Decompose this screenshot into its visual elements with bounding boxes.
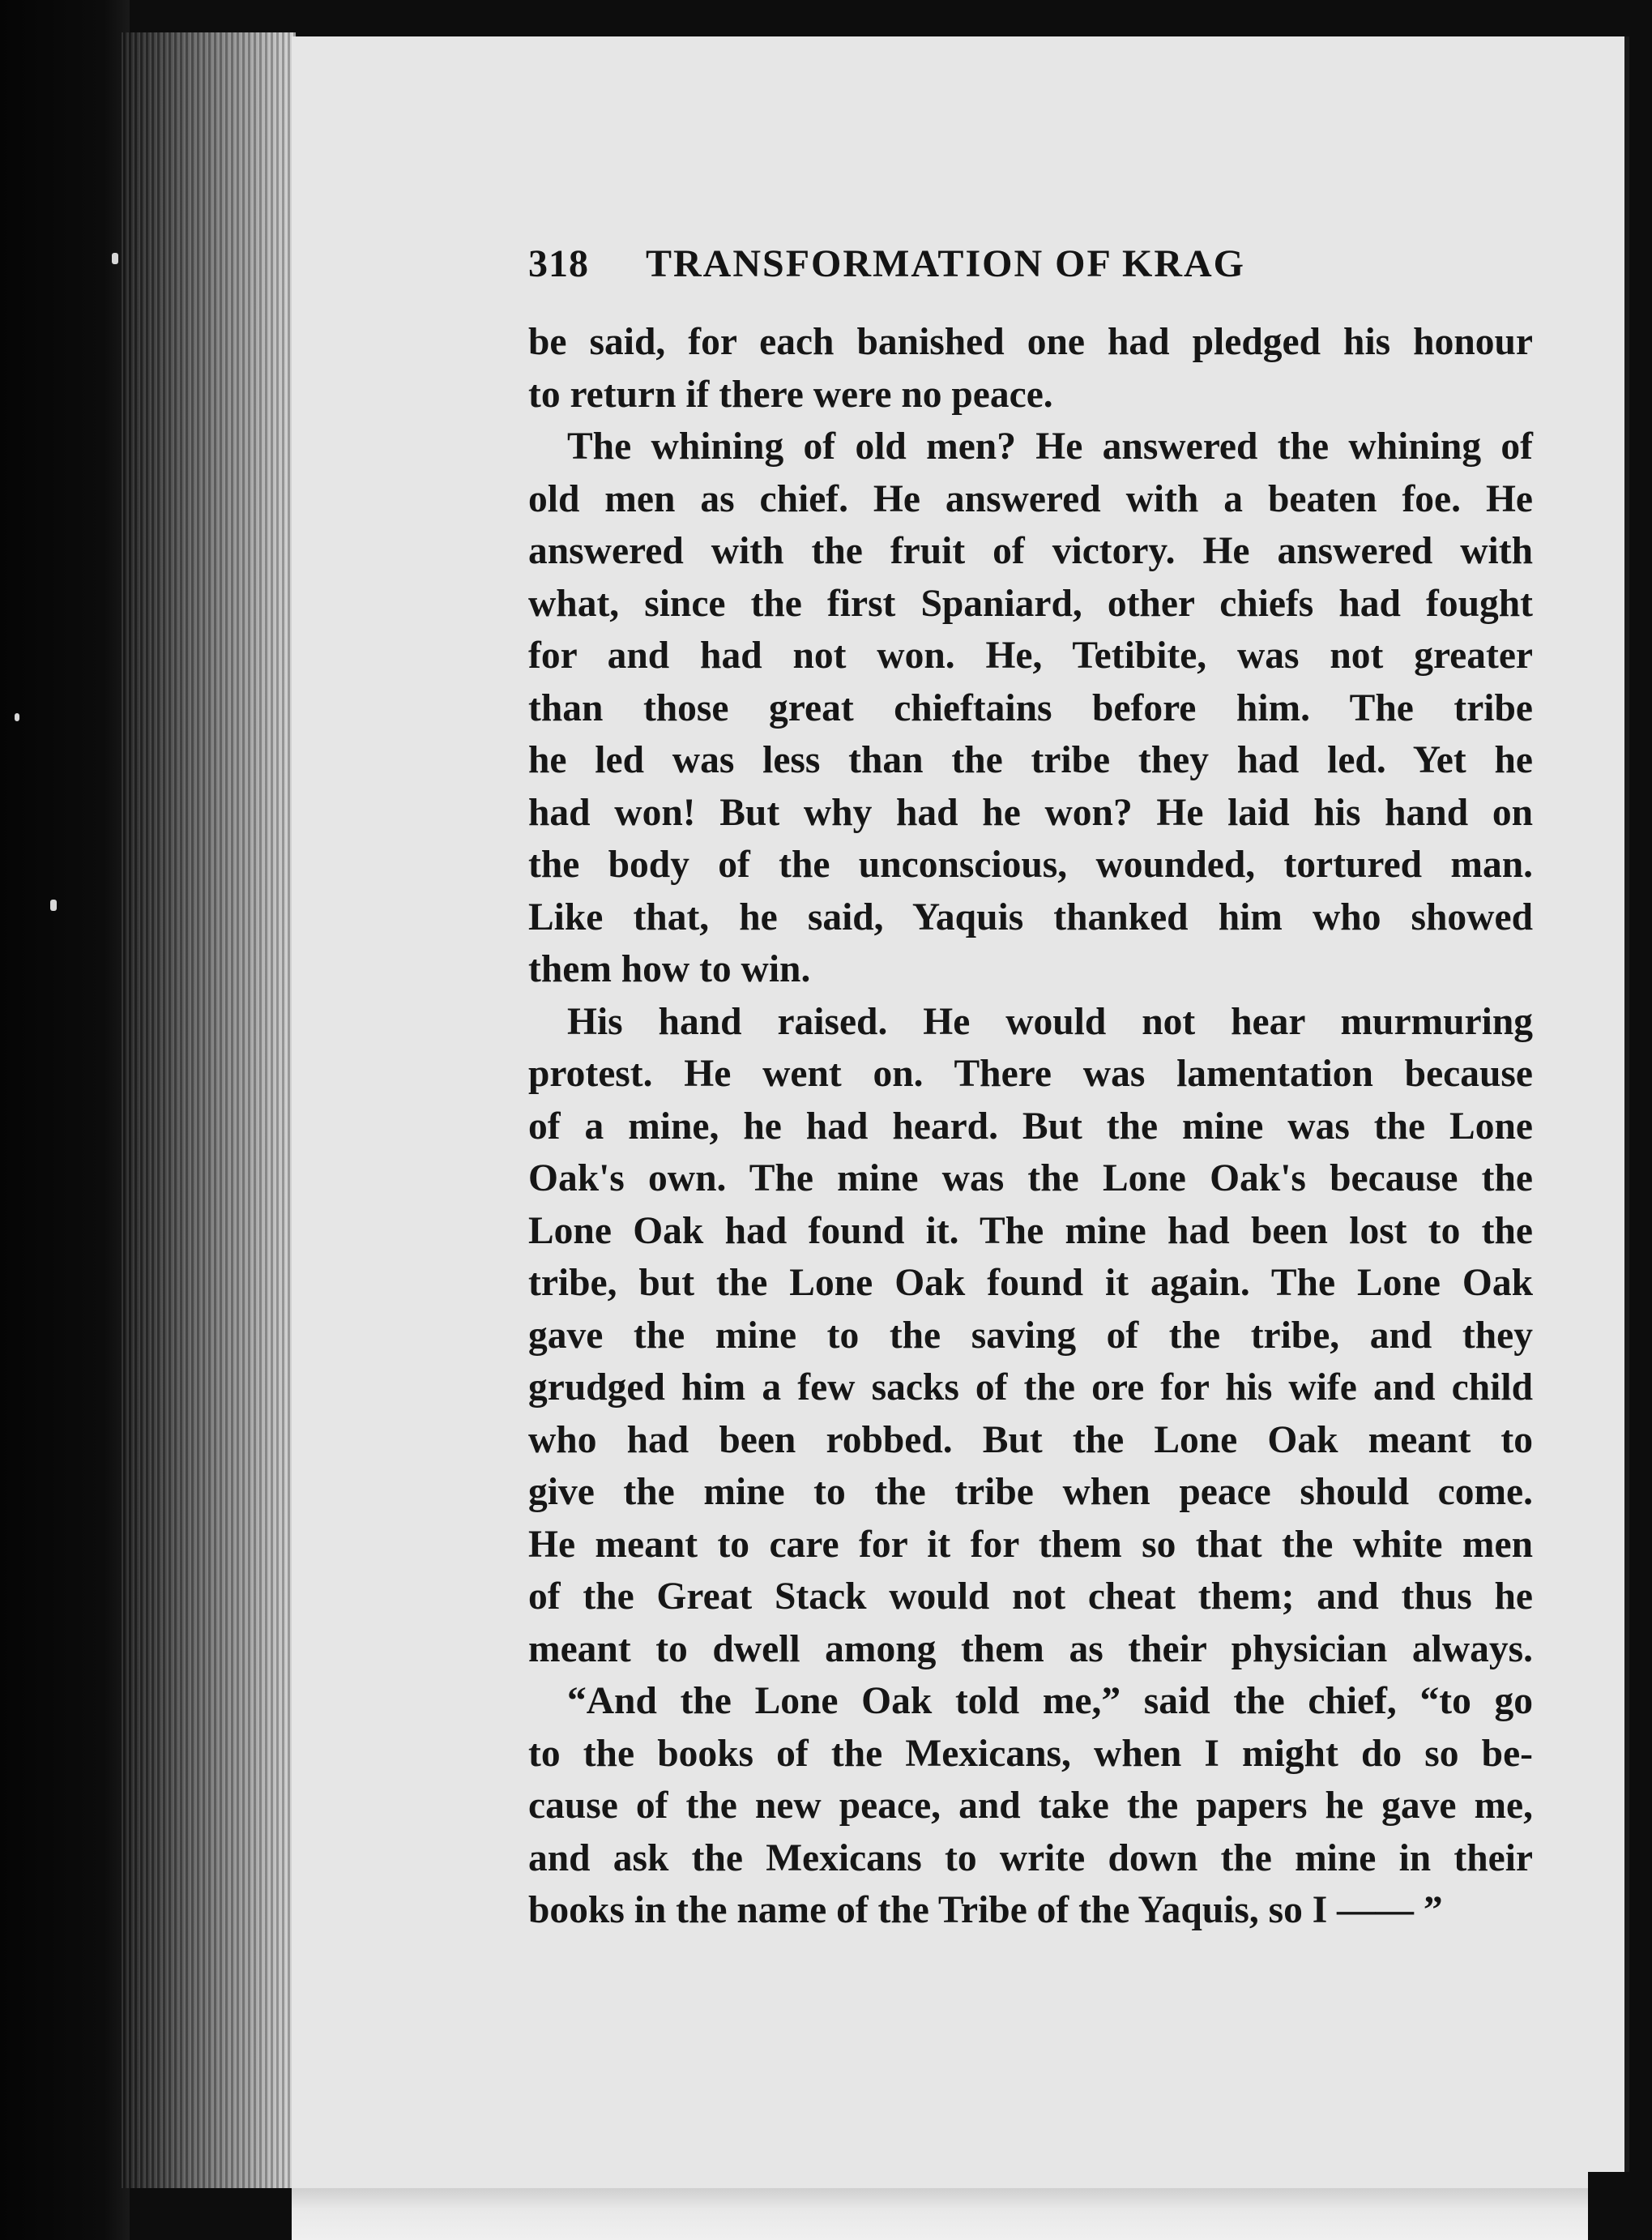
- text-line: than those great chieftains before him. The tribe: [528, 686, 1533, 729]
- text-line: old men as chief. He answered with a beaten foe. He: [528, 477, 1533, 520]
- text-line: gave the mine to the saving of the tribe, and they: [528, 1314, 1533, 1357]
- text-line: Like that, he said, Yaquis thanked him who showed: [528, 896, 1533, 938]
- scan-speck: [112, 253, 118, 264]
- text-line: to the books of the Mexicans, when I might do so be-: [528, 1732, 1533, 1775]
- page-header: [528, 242, 1347, 286]
- text-line: had won! But why had he won? He laid his hand on: [528, 791, 1533, 834]
- text-line: to return if there were no peace.: [528, 373, 1053, 416]
- page-bottom-edge: [292, 2188, 1629, 2240]
- text-line: His hand raised. He would not hear murmuring: [567, 1000, 1533, 1043]
- text-line: give the mine to the tribe when peace should come.: [528, 1471, 1533, 1513]
- text-line: He meant to care for it for them so that the white men: [528, 1523, 1533, 1566]
- text-line: cause of the new peace, and take the papers he gave me,: [528, 1785, 1533, 1827]
- text-line: books in the name of the Tribe of the Yaquis, so I —— ”: [528, 1889, 1443, 1931]
- text-line: of the Great Stack would not cheat them; and thus he: [528, 1575, 1533, 1618]
- text-line: for and had not won. He, Tetibite, was not greater: [528, 635, 1533, 677]
- text-line: Lone Oak had found it. The mine had been lost to the: [528, 1209, 1533, 1252]
- scan-speck: [15, 713, 19, 721]
- text-line: Oak's own. The mine was the Lone Oak's because the: [528, 1157, 1533, 1199]
- body-text: [528, 316, 1533, 1937]
- text-line: who had been robbed. But the Lone Oak meant to: [528, 1418, 1533, 1461]
- text-line: answered with the fruit of victory. He answered with: [528, 530, 1533, 572]
- scan-speck: [50, 900, 57, 911]
- text-line: “And the Lone Oak told me,” said the chief, “to go: [567, 1680, 1533, 1722]
- running-title: TRANSFORMATION OF KRAG: [646, 242, 1245, 285]
- page-number: 318: [528, 242, 589, 285]
- text-line: and ask the Mexicans to write down the mine in their: [528, 1836, 1533, 1879]
- book-page-edges: [122, 32, 296, 2188]
- text-line: them how to win.: [528, 948, 811, 990]
- text-line: of a mine, he had heard. But the mine was the Lone: [528, 1105, 1533, 1148]
- book-spine-shadow: [0, 0, 130, 2240]
- text-line: tribe, but the Lone Oak found it again. The Lone Oak: [528, 1262, 1533, 1304]
- text-line: he led was less than the tribe they had led. Yet he: [528, 739, 1533, 781]
- text-line: protest. He went on. There was lamentation because: [528, 1053, 1533, 1095]
- text-line: grudged him a few sacks of the ore for his wife and child: [528, 1366, 1533, 1409]
- text-line: what, since the first Spaniard, other chiefs had fought: [528, 582, 1533, 625]
- text-line: meant to dwell among them as their physician always.: [528, 1627, 1533, 1670]
- scan-corner: [1588, 2172, 1652, 2240]
- text-line: the body of the unconscious, wounded, tortured man.: [528, 844, 1533, 886]
- text-line: be said, for each banished one had pledged his honour: [528, 321, 1533, 363]
- text-line: The whining of old men? He answered the whining of: [567, 425, 1533, 468]
